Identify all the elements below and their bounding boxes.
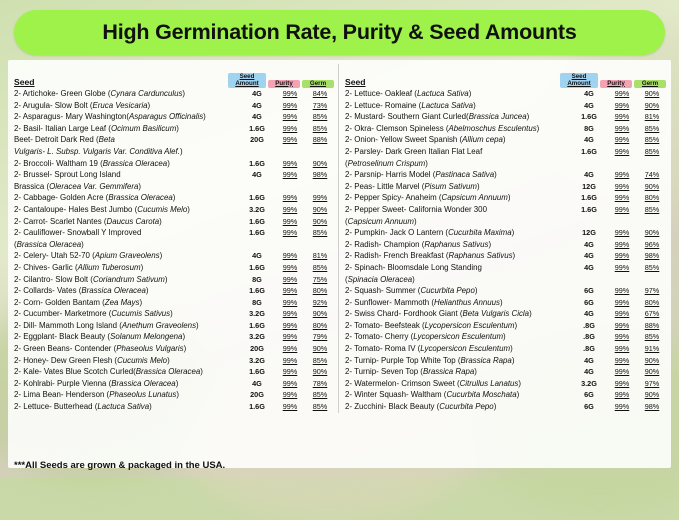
purity-value: 99%	[282, 390, 298, 400]
seed-name: 2- Lima Bean- Henderson (Phaseolus Lunatus)	[14, 390, 179, 400]
purity-value: 99%	[614, 262, 630, 272]
seed-name: 2- Cauliflower- Snowball Y Improved	[14, 228, 142, 238]
germ-value: 99%	[312, 193, 328, 203]
seed-name: 2- Broccoli- Waltham 19 (Brassica Oleracea)	[14, 158, 170, 168]
seed-name: (Brassica Oleracea)	[14, 239, 84, 249]
purity-value: 99%	[614, 378, 630, 388]
table-row	[343, 250, 666, 262]
seed-name: Brassica (Oleracea Var. Gemmifera)	[14, 181, 142, 191]
germ-value: 90%	[312, 367, 328, 377]
seed-amount-value: 3.2G	[249, 309, 265, 319]
germ-value: 85%	[644, 332, 660, 342]
seed-amount-value: 1.6G	[249, 123, 265, 133]
seed-amount-value: 1.6G	[581, 146, 597, 156]
table-row	[12, 111, 334, 123]
seed-amount-value: 1.6G	[249, 320, 265, 330]
table-row	[343, 366, 666, 378]
table-row	[12, 181, 334, 193]
table-row	[343, 216, 666, 228]
seed-amount-value: 1.6G	[249, 367, 265, 377]
seed-amount-value: 6G	[584, 286, 594, 296]
purity-value: 99%	[614, 251, 630, 261]
table-row	[343, 111, 666, 123]
right-column-header	[343, 64, 666, 88]
table-row	[12, 366, 334, 378]
purity-value: 99%	[614, 112, 630, 122]
purity-value: 99%	[614, 123, 630, 133]
header-seed-right: Seed	[345, 77, 366, 87]
table-row	[343, 158, 666, 170]
table-row	[343, 389, 666, 401]
germ-value: 90%	[644, 100, 660, 110]
seed-name: 2- Carrot- Scarlet Nantes (Daucus Carota)	[14, 216, 162, 226]
seed-amount-value: 6G	[584, 297, 594, 307]
purity-value: 99%	[282, 297, 298, 307]
seed-name: 2- Swiss Chard- Fordhook Giant (Beta Vulgaris Cicla)	[345, 309, 532, 319]
seed-name: 2- Celery- Utah 52-70 (Apium Graveolens)	[14, 251, 163, 261]
table-row	[12, 401, 334, 413]
seed-amount-value: 1.6G	[581, 193, 597, 203]
germ-value: 97%	[644, 286, 660, 296]
germ-value: 85%	[312, 390, 328, 400]
header-seed-left: Seed	[14, 77, 35, 87]
seed-name: 2- Turnip- Purple Top White Top (Brassica Rapa)	[345, 355, 515, 365]
germ-value: 91%	[644, 344, 660, 354]
seed-amount-value: 4G	[584, 239, 594, 249]
seed-amount-value: 4G	[252, 170, 262, 180]
table-row	[12, 274, 334, 286]
purity-value: 99%	[614, 135, 630, 145]
purity-value: 99%	[614, 320, 630, 330]
seed-name: 2- Cucumber- Marketmore (Cucumis Sativus)	[14, 309, 173, 319]
purity-value: 99%	[282, 332, 298, 342]
seed-amount-value: 3.2G	[581, 378, 597, 388]
purity-value: 99%	[614, 355, 630, 365]
seed-name: 2- Kohlrabi- Purple Vienna (Brassica Oleracea)	[14, 378, 179, 388]
germ-value: 85%	[312, 262, 328, 272]
table-row	[343, 227, 666, 239]
purity-value: 99%	[282, 251, 298, 261]
germ-value: 67%	[644, 309, 660, 319]
germ-value: 80%	[312, 320, 328, 330]
table-row	[343, 181, 666, 193]
seed-name: 2- Okra- Clemson Spineless (Abelmoschus Esculentus)	[345, 123, 540, 133]
seed-name: 2- Dill- Mammoth Long Island (Anethum Graveolens)	[14, 320, 199, 330]
seed-name: 2- Kale- Vates Blue Scotch Curled(Brassica Oleracea)	[14, 367, 203, 377]
germ-value: 74%	[644, 170, 660, 180]
germ-value: 85%	[312, 112, 328, 122]
purity-value: 99%	[614, 204, 630, 214]
table-row	[343, 320, 666, 332]
table-row	[12, 343, 334, 355]
seed-amount-value: 4G	[252, 112, 262, 122]
seed-amount-value: 12G	[582, 181, 596, 191]
seed-name: 2- Parsley- Dark Green Italian Flat Leaf	[345, 146, 483, 156]
purity-value: 99%	[282, 193, 298, 203]
seed-amount-value: 20G	[250, 390, 264, 400]
seed-name: 2- Honey- Dew Green Flesh (Cucumis Melo)	[14, 355, 170, 365]
germ-value: 90%	[644, 228, 660, 238]
germ-value: 90%	[644, 89, 660, 98]
germ-value: 90%	[644, 181, 660, 191]
seed-name: 2- Eggplant- Black Beauty (Solanum Melongena)	[14, 332, 186, 342]
seed-name: 2- Lettuce- Butterhead (Lactuca Sativa)	[14, 402, 152, 412]
germ-value: 79%	[312, 332, 328, 342]
purity-value: 99%	[614, 89, 630, 98]
germ-value: 90%	[644, 355, 660, 365]
purity-value: 99%	[282, 135, 298, 145]
seed-name: 2- Artichoke- Green Globe (Cynara Cardunculus)	[14, 89, 186, 98]
germ-value: 85%	[644, 204, 660, 214]
table-row	[12, 378, 334, 390]
table-row	[12, 262, 334, 274]
seed-amount-value: 1.6G	[249, 262, 265, 272]
germ-value: 98%	[312, 170, 328, 180]
seed-amount-value: 4G	[584, 135, 594, 145]
purity-value: 99%	[282, 89, 298, 98]
seed-name: 2- Tomato- Roma IV (Lycopersicon Esculentum)	[345, 344, 513, 354]
purity-value: 99%	[614, 100, 630, 110]
seed-name: (Petroselinum Crispum)	[345, 158, 428, 168]
germ-value: 81%	[644, 112, 660, 122]
purity-value: 99%	[282, 158, 298, 168]
purity-value: 99%	[282, 402, 298, 412]
table-row	[343, 262, 666, 274]
table-row	[12, 88, 334, 100]
table-row	[343, 134, 666, 146]
germ-value: 88%	[312, 135, 328, 145]
table-row	[12, 239, 334, 251]
table-row	[343, 123, 666, 135]
table-row	[343, 169, 666, 181]
seed-name: 2- Zucchini- Black Beauty (Cucurbita Pepo)	[345, 402, 497, 412]
table-row	[12, 331, 334, 343]
seed-amount-value: 4G	[252, 251, 262, 261]
purity-value: 99%	[614, 170, 630, 180]
table-row	[12, 308, 334, 320]
table-row	[343, 192, 666, 204]
table-row	[12, 297, 334, 309]
germ-value: 96%	[644, 239, 660, 249]
table-row	[12, 227, 334, 239]
seed-name: 2- Radish- French Breakfast (Raphanus Sativus)	[345, 251, 516, 261]
seed-amount-value: 3.2G	[249, 332, 265, 342]
seed-name: 2- Corn- Golden Bantam (Zea Mays)	[14, 297, 143, 307]
seed-name: (Spinacia Oleracea)	[345, 274, 415, 284]
germ-value: 81%	[312, 251, 328, 261]
seed-name: 2- Radish- Champion (Raphanus Sativus)	[345, 239, 492, 249]
table-row	[343, 343, 666, 355]
seed-name: 2- Peas- Little Marvel (Pisum Sativum)	[345, 181, 480, 191]
purity-value: 99%	[282, 100, 298, 110]
seed-amount-value: 6G	[584, 402, 594, 412]
seed-amount-value: .8G	[583, 344, 595, 354]
table-row	[343, 239, 666, 251]
seed-amount-value: 4G	[584, 367, 594, 377]
table-row	[12, 216, 334, 228]
seed-amount-value: 8G	[584, 123, 594, 133]
seed-amount-value: 4G	[584, 100, 594, 110]
seed-name: 2- Onion- Yellow Sweet Spanish (Allium cepa)	[345, 135, 506, 145]
purity-value: 99%	[282, 344, 298, 354]
header-seed-amount-right: Seed Amount	[560, 73, 598, 88]
table-row	[343, 88, 666, 100]
seed-table-left-column	[8, 64, 339, 413]
purity-value: 99%	[282, 274, 298, 284]
purity-value: 99%	[282, 355, 298, 365]
seed-amount-value: 1.6G	[249, 193, 265, 203]
table-row	[343, 146, 666, 158]
purity-value: 99%	[282, 216, 298, 226]
germ-value: 90%	[644, 367, 660, 377]
purity-value: 99%	[614, 402, 630, 412]
germ-value: 78%	[312, 378, 328, 388]
seed-amount-value: 6G	[584, 390, 594, 400]
germ-value: 92%	[312, 297, 328, 307]
seed-amount-value: 20G	[250, 344, 264, 354]
table-row	[343, 100, 666, 112]
seed-name: 2- Collards- Vates (Brassica Oleracea)	[14, 286, 149, 296]
seed-amount-value: 4G	[252, 89, 262, 98]
table-row	[12, 134, 334, 146]
seed-name: 2- Mustard- Southern Giant Curled(Brassica Juncea)	[345, 112, 530, 122]
table-row	[12, 389, 334, 401]
germ-value: 80%	[312, 286, 328, 296]
germ-value: 90%	[312, 204, 328, 214]
purity-value: 99%	[614, 239, 630, 249]
seed-name: 2- Tomato- Beefsteak (Lycopersicon Esculentum)	[345, 320, 518, 330]
purity-value: 99%	[282, 204, 298, 214]
germ-value: 97%	[644, 378, 660, 388]
seed-amount-value: 3.2G	[249, 355, 265, 365]
table-row	[12, 158, 334, 170]
seed-amount-value: 1.6G	[249, 286, 265, 296]
table-row	[12, 169, 334, 181]
germ-value: 88%	[644, 320, 660, 330]
seed-table-columns	[8, 60, 671, 413]
title-banner	[14, 10, 665, 55]
germ-value: 85%	[312, 123, 328, 133]
seed-name: 2- Sunflower- Mammoth (Helianthus Annuus)	[345, 297, 503, 307]
purity-value: 99%	[614, 309, 630, 319]
seed-name: (Capsicum Annuum)	[345, 216, 417, 226]
header-seed-amount-left: Seed Amount	[228, 73, 266, 88]
seed-amount-value: 4G	[584, 309, 594, 319]
seed-name: 2- Spinach- Bloomsdale Long Standing	[345, 262, 482, 272]
germ-value: 85%	[644, 146, 660, 156]
table-row	[12, 355, 334, 367]
table-row	[343, 285, 666, 297]
germ-value: 90%	[644, 390, 660, 400]
table-row	[343, 204, 666, 216]
table-row	[12, 285, 334, 297]
germ-value: 98%	[644, 251, 660, 261]
germ-value: 85%	[644, 262, 660, 272]
table-row	[343, 331, 666, 343]
seed-name: 2- Lettuce- Oakleaf (Lactuca Sativa)	[345, 89, 472, 98]
table-row	[12, 192, 334, 204]
seed-amount-value: 4G	[584, 89, 594, 98]
seed-name: Vulgaris- L. Subsp. Vulgaris Var. Conditiva Alef.)	[14, 146, 183, 156]
germ-value: 90%	[312, 158, 328, 168]
seed-amount-value: 4G	[584, 170, 594, 180]
seed-name: 2- Chives- Garlic (Allium Tuberosum)	[14, 262, 144, 272]
seed-name: 2- Parsnip- Harris Model (Pastinaca Sativa)	[345, 170, 497, 180]
seed-amount-value: 12G	[582, 228, 596, 238]
seed-amount-value: 20G	[250, 135, 264, 145]
germ-value: 85%	[312, 355, 328, 365]
seed-amount-value: 1.6G	[249, 158, 265, 168]
germ-value: 90%	[312, 344, 328, 354]
germ-value: 80%	[644, 297, 660, 307]
seed-name: 2- Arugula- Slow Bolt (Eruca Vesicaria)	[14, 100, 151, 110]
left-rows-body	[12, 88, 334, 413]
purity-value: 99%	[614, 344, 630, 354]
germ-value: 75%	[312, 274, 328, 284]
seed-amount-value: 1.6G	[581, 204, 597, 214]
seed-name: 2- Pepper Spicy- Anaheim (Capsicum Annuum)	[345, 193, 511, 203]
header-germ-left: Germ	[302, 80, 334, 89]
seed-amount-value: 1.6G	[249, 228, 265, 238]
seed-amount-value: 4G	[584, 251, 594, 261]
purity-value: 99%	[614, 332, 630, 342]
page-title: High Germination Rate, Purity & Seed Amounts	[102, 20, 577, 44]
seed-name: 2- Lettuce- Romaine (Lactuca Sativa)	[345, 100, 476, 110]
seed-name: 2- Cabbage- Golden Acre (Brassica Oleracea)	[14, 193, 176, 203]
germ-value: 85%	[644, 123, 660, 133]
purity-value: 99%	[614, 146, 630, 156]
header-purity-right: Purity	[600, 80, 632, 89]
seed-amount-value: 1.6G	[581, 112, 597, 122]
seed-name: 2- Tomato- Cherry (Lycopersicon Esculentum)	[345, 332, 506, 342]
right-rows-body	[343, 88, 666, 413]
purity-value: 99%	[614, 286, 630, 296]
seed-name: 2- Basil- Italian Large Leaf (Ocimum Basilicum)	[14, 123, 179, 133]
purity-value: 99%	[614, 193, 630, 203]
seed-amount-value: 4G	[252, 378, 262, 388]
seed-amount-value: .8G	[583, 320, 595, 330]
purity-value: 99%	[614, 367, 630, 377]
seed-name: 2- Turnip- Seven Top (Brassica Rapa)	[345, 367, 477, 377]
seed-name: 2- Green Beans- Contender (Phaseolus Vulgaris)	[14, 344, 187, 354]
seed-amount-value: 1.6G	[249, 402, 265, 412]
table-row	[12, 320, 334, 332]
germ-value: 84%	[312, 89, 328, 98]
seed-amount-value: 4G	[584, 262, 594, 272]
germ-value: 85%	[312, 228, 328, 238]
purity-value: 99%	[614, 390, 630, 400]
purity-value: 99%	[282, 309, 298, 319]
seed-amount-value: 8G	[252, 274, 262, 284]
seed-name: 2- Pumpkin- Jack O Lantern (Cucurbita Maxima)	[345, 228, 515, 238]
seed-table-panel	[8, 60, 671, 468]
germ-value: 90%	[312, 309, 328, 319]
left-column-header	[12, 64, 334, 88]
seed-name: 2- Watermelon- Crimson Sweet (Citrullus Lanatus)	[345, 378, 522, 388]
seed-amount-value: 1.6G	[249, 216, 265, 226]
purity-value: 99%	[614, 181, 630, 191]
germ-value: 73%	[312, 100, 328, 110]
table-row	[343, 308, 666, 320]
germ-value: 80%	[644, 193, 660, 203]
footnote: ***All Seeds are grown & packaged in the USA.	[14, 460, 226, 471]
table-row	[12, 123, 334, 135]
seed-amount-value: 3.2G	[249, 204, 265, 214]
table-row	[343, 355, 666, 367]
seed-name: 2- Cilantro- Slow Bolt (Coriandrum Sativum)	[14, 274, 168, 284]
purity-value: 99%	[614, 297, 630, 307]
purity-value: 99%	[282, 262, 298, 272]
seed-name: 2- Pepper Sweet- California Wonder 300	[345, 204, 487, 214]
table-row	[343, 297, 666, 309]
germ-value: 85%	[312, 402, 328, 412]
purity-value: 99%	[282, 123, 298, 133]
seed-name: 2- Cantaloupe- Hales Best Jumbo (Cucumis Melo)	[14, 204, 190, 214]
germ-value: 85%	[644, 135, 660, 145]
purity-value: 99%	[282, 112, 298, 122]
seed-amount-value: .8G	[583, 332, 595, 342]
seed-amount-value: 4G	[584, 355, 594, 365]
purity-value: 99%	[282, 170, 298, 180]
purity-value: 99%	[282, 228, 298, 238]
seed-amount-value: 8G	[252, 297, 262, 307]
table-row	[343, 401, 666, 413]
seed-name: 2- Brussel- Sprout Long Island	[14, 170, 121, 180]
purity-value: 99%	[614, 228, 630, 238]
table-row	[12, 204, 334, 216]
seed-amount-value: 4G	[252, 100, 262, 110]
table-row	[343, 378, 666, 390]
seed-name: Beet- Detroit Dark Red (Beta	[14, 135, 115, 145]
purity-value: 99%	[282, 320, 298, 330]
table-row	[343, 274, 666, 286]
table-row	[12, 250, 334, 262]
table-row	[12, 100, 334, 112]
seed-name: 2- Winter Squash- Waltham (Cucurbita Moschata)	[345, 390, 520, 400]
header-germ-right: Germ	[634, 80, 666, 89]
seed-name: 2- Asparagus- Mary Washington(Asparagus Officinalis)	[14, 112, 206, 122]
purity-value: 99%	[282, 367, 298, 377]
header-purity-left: Purity	[268, 80, 300, 89]
seed-table-right-column	[339, 64, 670, 413]
germ-value: 98%	[644, 402, 660, 412]
purity-value: 99%	[282, 378, 298, 388]
table-row	[12, 146, 334, 158]
purity-value: 99%	[282, 286, 298, 296]
germ-value: 90%	[312, 216, 328, 226]
seed-name: 2- Squash- Summer (Cucurbita Pepo)	[345, 286, 478, 296]
